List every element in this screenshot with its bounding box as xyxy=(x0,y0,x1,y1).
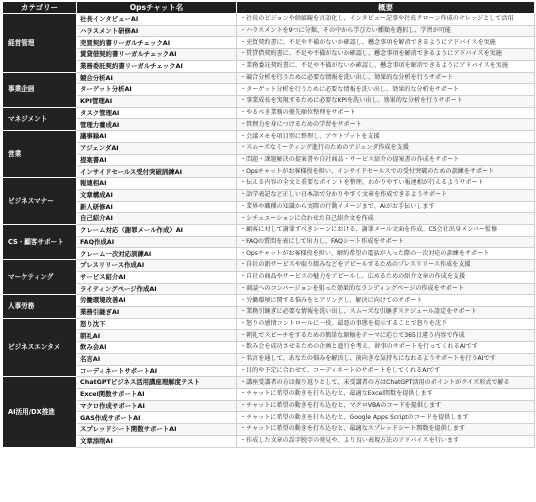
chat-name-cell: 売買契約書リーガルチェックAI xyxy=(77,37,237,49)
table-row xyxy=(3,330,535,342)
table-row xyxy=(3,60,535,72)
summary-cell: ・ハラスメントを9つに分類、その中から学びたい種類を選択し、学習が可能 xyxy=(237,25,535,37)
table-row xyxy=(3,435,535,447)
chat-name-cell: 文章添削AI xyxy=(77,435,237,447)
category-cell: マネジメント xyxy=(3,107,77,130)
chat-name-cell: 業務引継ぎAI xyxy=(77,306,237,318)
chat-name-cell: 議事録AI xyxy=(77,131,237,143)
chat-name-cell: インサイドセールス受付突破訓練AI xyxy=(77,166,237,178)
chat-name-cell: ChatGPTビジネス活用講座理解度テスト xyxy=(77,377,237,389)
table-row xyxy=(3,224,535,236)
table-row xyxy=(3,389,535,401)
table-row xyxy=(3,25,535,37)
summary-cell: ・やるべき業務の優先順位整理をサポート xyxy=(237,107,535,119)
chat-name-cell: タスク管理AI xyxy=(77,107,237,119)
category-cell: ビジネスマナー xyxy=(3,178,77,225)
table-row xyxy=(3,178,535,190)
chat-name-cell: 朝礼AI xyxy=(77,330,237,342)
chat-name-cell: アジェンダAI xyxy=(77,142,237,154)
summary-cell: ・スムーズなミーティング進行のためのアジェンダ作成を支援 xyxy=(237,142,535,154)
category-cell: 人事労務 xyxy=(3,295,77,318)
table-row xyxy=(3,49,535,61)
category-cell: CS・顧客サポート xyxy=(3,224,77,259)
category-cell: AI活用/DX推進 xyxy=(3,377,77,447)
table-row xyxy=(3,154,535,166)
chat-name-cell: コーディネートサポートAI xyxy=(77,365,237,377)
chat-name-cell: ライティングページ作成AI xyxy=(77,283,237,295)
summary-cell: ・怒りの感情コントロールに一役。最悪の事態を提示することで怒りを沈下 xyxy=(237,318,535,330)
chat-name-cell: 報連相AI xyxy=(77,178,237,190)
summary-cell: ・管理力を身につけるための学習をサポート xyxy=(237,119,535,131)
summary-cell: ・伝える内容の全文と重要なポイントを整理、わかりやすい報連相が行えるようサポート xyxy=(237,178,535,190)
summary-cell: ・会議メモを項目別に整理し、アウトプットを支援 xyxy=(237,131,535,143)
chat-name-cell: クレーム対応（謝罪メール作成）AI xyxy=(77,224,237,236)
summary-cell: ・ターゲット分析を行うために必要な情報を洗い出し、効果的な分析をサポート xyxy=(237,84,535,96)
summary-cell: ・事業成長を実現するために必要なKPIを洗い出し、効果的な分析を行うサポート xyxy=(237,96,535,108)
table-row xyxy=(3,119,535,131)
summary-cell: ・業務委託契約書に、不足や不備がないか確認し、懸念事項を解消できるようにアドバイスを実施 xyxy=(237,60,535,72)
summary-cell: ・自社の新サービスや取り組みなどをアピールするためのプレスリリース作成を支援 xyxy=(237,260,535,272)
table-row xyxy=(3,213,535,225)
table-row xyxy=(3,306,535,318)
summary-cell: ・FAQの質問を表にして出力し、FAQシート作成をサポート xyxy=(237,236,535,248)
table-row xyxy=(3,283,535,295)
chat-name-cell: 新人研修AI xyxy=(77,201,237,213)
chat-name-cell: 名言AI xyxy=(77,353,237,365)
table-row xyxy=(3,248,535,260)
summary-cell: ・問題・課題解決の提案書や自社商品・サービス紹介の提案書の作成をサポート xyxy=(237,154,535,166)
table-body xyxy=(3,14,535,448)
summary-cell: ・業界や職種の知識から実際の行動イメージまで、AIがお手伝いします xyxy=(237,201,535,213)
summary-cell: ・商談へのコンバージョンを狙った効果的なランディングページの作成をサポート xyxy=(237,283,535,295)
chat-name-cell: Excel関数サポートAI xyxy=(77,389,237,401)
chat-name-cell: 提案書AI xyxy=(77,154,237,166)
table-row xyxy=(3,84,535,96)
table-row xyxy=(3,142,535,154)
summary-cell: ・Opsチャットがお客様役を担い、解約希望の電話が入った際の一次対応の訓練をサポート xyxy=(237,248,535,260)
summary-cell: ・売買契約書に、不足や不備がないか確認し、懸念事項を解消できるようにアドバイスを実施 xyxy=(237,37,535,49)
summary-cell: ・Opsチャットがお客様役を担い、インサイドセールスでの受付突破のための訓練をサポート xyxy=(237,166,535,178)
summary-header: 概要 xyxy=(237,2,535,14)
chat-name-cell: 飲み会AI xyxy=(77,342,237,354)
summary-cell: ・業務引継ぎに必要な情報を洗い出し、スムーズな引継ぎスケジュール設定をサポート xyxy=(237,306,535,318)
category-cell: 事業企画 xyxy=(3,72,77,107)
table-row xyxy=(3,271,535,283)
chat-name-cell: ハラスメント研修AI xyxy=(77,25,237,37)
table-row xyxy=(3,318,535,330)
chat-name-cell: ターゲット分析AI xyxy=(77,84,237,96)
chat-name-cell: プレスリリース作成AI xyxy=(77,260,237,272)
table-row xyxy=(3,236,535,248)
summary-cell: ・賃貸借契約書に、不足や不備がないか確認し、懸念事項を解消できるようにアドバイスを実施 xyxy=(237,49,535,61)
summary-cell: ・作成した文章の誤字脱字の発見や、より良い表現方法のアドバイスを行います xyxy=(237,435,535,447)
table-row xyxy=(3,72,535,84)
summary-cell: ・語学表記など正しい日本語で分かりやすく文章を作成できるようサポート xyxy=(237,189,535,201)
table-row xyxy=(3,342,535,354)
summary-cell: ・朝礼でスピーチをするための簡単な原稿をテーマに応じて365日違う内容で作成 xyxy=(237,330,535,342)
table-row xyxy=(3,166,535,178)
chat-name-cell: 競合分析AI xyxy=(77,72,237,84)
summary-cell: ・自社の商品やサービスの魅力をアピールし、広めるための紹介文章の作成を支援 xyxy=(237,271,535,283)
chat-name-cell: 労働環境改善AI xyxy=(77,295,237,307)
table-row xyxy=(3,353,535,365)
table-row xyxy=(3,189,535,201)
table-row xyxy=(3,400,535,412)
chat-name-cell: GAS作成サポートAI xyxy=(77,412,237,424)
chat-name-cell: KPI管理AI xyxy=(77,96,237,108)
chat-name-cell: マクロ作成サポートAI xyxy=(77,400,237,412)
summary-cell: ・目的や予定に合わせて、コーディネートのサポートをしてくれるAIです xyxy=(237,365,535,377)
summary-cell: ・社長のビジョンや価値観を言語化し、インタビュー記事や社長クローン作成のナレッジとして活用 xyxy=(237,14,535,26)
summary-cell: ・チャットに希望の動きを打ち込むと、Google Apps Scriptのコードを提供します xyxy=(237,412,535,424)
table-row xyxy=(3,107,535,119)
table-row xyxy=(3,424,535,436)
table-row xyxy=(3,412,535,424)
table-row xyxy=(3,37,535,49)
header-row xyxy=(3,2,535,14)
chat-name-cell: 社長インタビューAI xyxy=(77,14,237,26)
chat-name-cell: 文章構成AI xyxy=(77,189,237,201)
ops-chat-table xyxy=(2,1,535,448)
table-row xyxy=(3,377,535,389)
table-row xyxy=(3,131,535,143)
table-row xyxy=(3,96,535,108)
summary-cell: ・シチュエーションに合わせた自己紹介文を作成 xyxy=(237,213,535,225)
chat-name-cell: 管理力養成AI xyxy=(77,119,237,131)
summary-cell: ・飲み会を成功させるための企画と進行を考え、幹事のサポートを行ってくれるAIです xyxy=(237,342,535,354)
category-cell: 経営管理 xyxy=(3,14,77,73)
summary-cell: ・労働環境に関する悩みをヒアリングし、解決に向けてのサポート xyxy=(237,295,535,307)
table-row xyxy=(3,201,535,213)
chat-name-cell: 業務委託契約書リーガルチェックAI xyxy=(77,60,237,72)
chat-name-cell: FAQ作成AI xyxy=(77,236,237,248)
summary-cell: ・名言を通して、あなたの悩みを解決し、前向きな気持ちになれるようサポートを行うAIです xyxy=(237,353,535,365)
table-row xyxy=(3,14,535,26)
table-row xyxy=(3,295,535,307)
chat-name-cell: 賃貸借契約書リーガルチェックAI xyxy=(77,49,237,61)
summary-cell: ・チャットに希望の動きを打ち込むと、最適なスプレッドシート関数を提供します xyxy=(237,424,535,436)
category-cell: ビジネスエンタメ xyxy=(3,318,77,377)
table-row xyxy=(3,260,535,272)
chat-name-cell: 自己紹介AI xyxy=(77,213,237,225)
category-cell: マーケティング xyxy=(3,260,77,295)
summary-cell: ・チャットに希望の動きを打ち込むと、マクロVBAのコードを提供します xyxy=(237,400,535,412)
summary-cell: ・チャットに希望の動きを打ち込むと、最適なExcel関数を提供します xyxy=(237,389,535,401)
summary-cell: ・顧客に対して謝罪すべきシーンにおける、謝罪メール文面を作成。CS会社出身メンバー監修 xyxy=(237,224,535,236)
category-header: カテゴリー xyxy=(3,2,77,14)
summary-cell: ・競合分析を行うために必要な情報を洗い出し、効果的な分析を行うサポート xyxy=(237,72,535,84)
summary-cell: ・講座受講者の方は振り返りとして、未受講者の方はChatGPT活用のポイントがクイズ形式で解る xyxy=(237,377,535,389)
name-header: Opsチャット名 xyxy=(77,2,237,14)
table-row xyxy=(3,365,535,377)
chat-name-cell: クレーム一次対応訓練AI xyxy=(77,248,237,260)
category-cell: 営業 xyxy=(3,131,77,178)
chat-name-cell: スプレッドシート関数サポートAI xyxy=(77,424,237,436)
chat-name-cell: サービス紹介AI xyxy=(77,271,237,283)
chat-name-cell: 怒り沈下 xyxy=(77,318,237,330)
